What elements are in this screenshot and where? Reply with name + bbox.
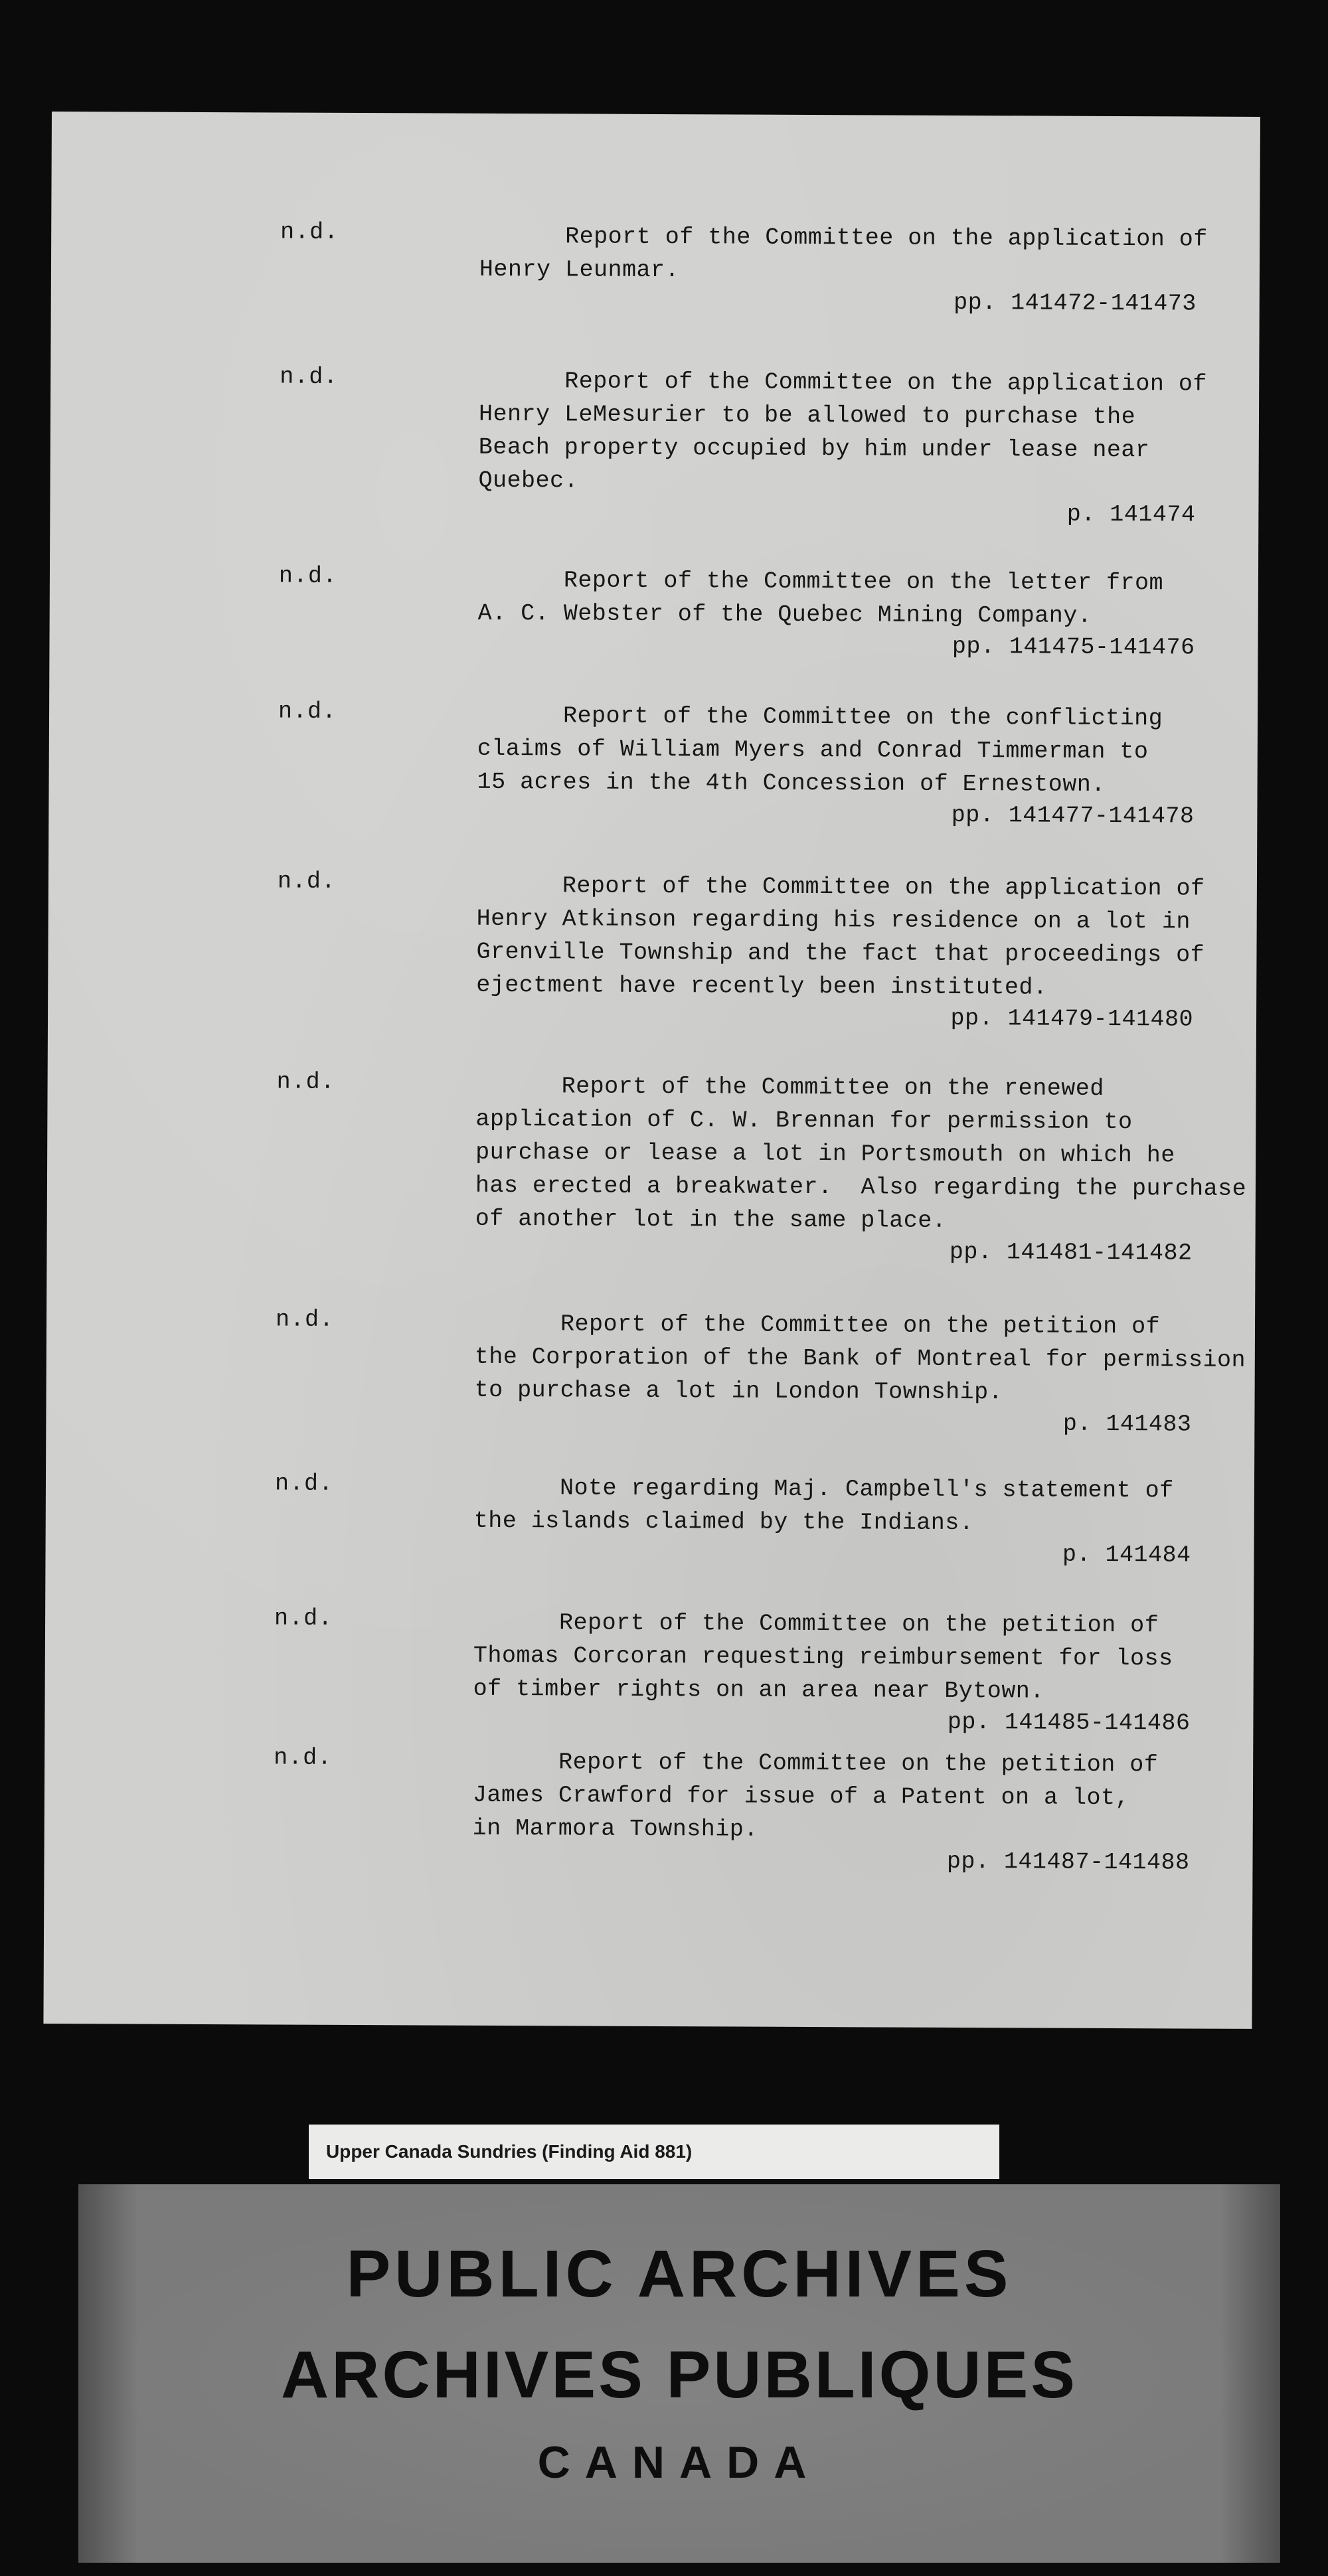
entry-description-line: Report of the Committee on the conflicting [477,702,1163,732]
entry-description-line: Report of the Committee on the petition of [474,1310,1161,1340]
document-page [43,112,1260,2029]
entry-description-line: Report of the Committee on the application of [479,222,1208,253]
entry-item [46,1469,1254,1569]
entry-description [476,869,1220,1005]
entry-description-line: the Corporation of the Bank of Montreal for permission [474,1343,1246,1374]
entry-description [473,1745,1217,1848]
entry-description [475,1070,1247,1239]
entry-date: n.d. [277,868,337,895]
entry-description-line: Report of the Committee on the application of [476,872,1205,902]
entry-description-line: Note regarding Maj. Campbell's statement of [473,1474,1174,1504]
entry-description-line: of timber rights on an area near Bytown. [473,1675,1044,1705]
entry-item [46,1305,1255,1438]
entry-item [51,218,1260,317]
entry-description-line: has erected a breakwater. Also regarding the purchase [475,1172,1247,1202]
entry-description [473,1606,1218,1709]
entry-description-line: Henry Atkinson regarding his residence on a lot in [476,905,1191,935]
entry-page-reference: pp. 141485-141486 [947,1708,1191,1737]
entry-description [478,564,1222,633]
entry-description-line: A. C. Webster of the Quebec Mining Company. [477,600,1092,629]
entry-description-line: Beach property occupied by him under lease near [478,434,1150,464]
entry-description-line: ejectment have recently been instituted. [476,971,1048,1001]
entry-date: n.d. [278,562,338,590]
entry-item [50,562,1258,661]
entry-date: n.d. [275,1306,335,1333]
archives-stamp [78,2184,1280,2563]
entry-description-line: 15 acres in the 4th Concession of Ernestown. [477,768,1106,798]
entry-description [474,1307,1246,1410]
entry-description-line: Grenville Township and the fact that proceedings of [476,938,1205,969]
entry-description [477,699,1221,802]
entry-date: n.d. [274,1744,333,1771]
entry-description-line: to purchase a lot in London Township. [474,1376,1003,1406]
entry-description-line: the islands claimed by the Indians. [473,1507,974,1537]
entry-description-line: Henry Leunmar. [479,256,680,284]
entry-description-line: Quebec. [478,467,579,495]
entry-description-line: in Marmora Township. [472,1814,758,1843]
entry-description-line: of another lot in the same place. [475,1205,947,1234]
entry-description-line: purchase or lease a lot in Portsmouth on which he [475,1139,1175,1169]
entry-item [44,1743,1253,1876]
entry-date: n.d. [274,1605,333,1632]
entry-description [474,1471,1218,1541]
finding-aid-label: Upper Canada Sundries (Finding Aid 881) [309,2125,999,2179]
entry-description-line: Report of the Committee on the petition of [473,1609,1159,1639]
entry-description-line: Henry LeMesurier to be allowed to purchase the [478,400,1136,431]
entry-page-reference: pp. 141472-141473 [954,289,1197,317]
entry-description [478,364,1222,501]
stamp-line-1: PUBLIC ARCHIVES [346,2237,1013,2311]
entry-date: n.d. [274,1470,334,1497]
entry-item [48,1068,1256,1267]
entry-page-reference: pp. 141479-141480 [950,1005,1194,1033]
entry-list [52,112,1260,1876]
entry-page-reference: p. 141483 [1062,1410,1192,1438]
entry-date: n.d. [276,1068,335,1095]
entry-description-line: Thomas Corcoran requesting reimbursement for loss [473,1642,1173,1672]
entry-description-line: Report of the Committee on the petition of [473,1748,1159,1779]
entry-description-line: James Crawford for issue of a Patent on a lot, [472,1781,1130,1812]
entry-description-line: claims of William Myers and Conrad Timmerman to [477,735,1149,765]
entry-page-reference: pp. 141475-141476 [952,633,1195,661]
entry-item [49,697,1258,830]
entry-page-reference: pp. 141487-141488 [946,1848,1190,1876]
entry-description-line: Report of the Committee on the application of [479,367,1207,398]
entry-page-reference: pp. 141477-141478 [951,801,1195,830]
entry-page-reference: p. 141484 [1062,1541,1191,1569]
entry-description-line: Report of the Committee on the renewed [475,1072,1104,1102]
entry-item [48,867,1257,1033]
entry-item [45,1604,1254,1737]
entry-date: n.d. [280,363,339,390]
entry-description [479,220,1223,289]
stamp-line-2: ARCHIVES PUBLIQUES [281,2338,1078,2412]
entry-description-line: Report of the Committee on the letter from [477,566,1164,597]
entry-date: n.d. [280,218,339,246]
entry-item [50,362,1259,528]
entry-description-line: application of C. W. Brennan for permission to [475,1105,1133,1136]
entry-date: n.d. [278,698,337,725]
entry-page-reference: pp. 141481-141482 [949,1238,1193,1267]
entry-page-reference: p. 141474 [1066,501,1196,528]
stamp-line-3: CANADA [537,2437,821,2488]
